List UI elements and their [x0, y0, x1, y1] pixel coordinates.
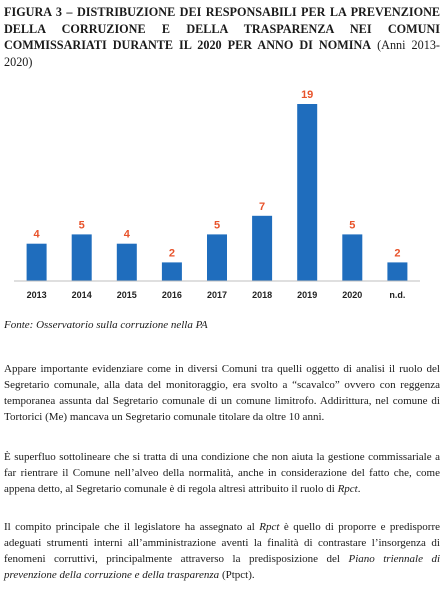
value-label-n.d.: 2	[394, 247, 401, 260]
x-tick-label-n.d.: n.d.	[389, 290, 406, 300]
bars-group	[27, 104, 408, 281]
paragraph-2-text: È superfluo sottolineare che si tratta di una condizione che non aiuta la gestione commissariale a far rientrare il Comune nell’alveo della normalità, anche in considerazione del fatto che, come appena detto, al Segretario comunale è di regola altresì attribuito il ruolo di	[4, 451, 440, 495]
value-label-2020: 5	[349, 219, 356, 232]
bar-2016	[162, 262, 182, 281]
x-tick-label-2015: 2015	[116, 290, 137, 300]
value-labels-group	[34, 89, 401, 259]
bar-2018	[252, 216, 272, 281]
bar-2015	[117, 244, 137, 281]
x-tick-label-2020: 2020	[342, 290, 363, 300]
paragraph-3-text-a: Il compito principale che il legislatore ha assegnato al	[4, 521, 260, 533]
rpct-term: Rpct	[259, 521, 280, 533]
paragraph-3	[4, 520, 440, 584]
value-label-2017: 5	[213, 219, 221, 232]
bar-2020	[342, 234, 362, 281]
x-tick-label-2014: 2014	[71, 290, 92, 300]
value-label-2013: 4	[33, 228, 40, 241]
x-tick-label-2016: 2016	[161, 290, 182, 300]
plan-title: Piano triennale di prevenzione della corruzione e della trasparenza	[4, 552, 441, 581]
figure-title-years: (Anni 2013-2020)	[4, 38, 440, 69]
bar-2019	[297, 104, 317, 281]
figure-title-main: FIGURA 3 – DISTRIBUZIONE DEI RESPONSABILI PER LA PREVENZIONE DELLA CORRUZIONE E DELLA TRASPARENZA NEI COMUNI COMMISSARIATI DURANTE IL 2020 PER ANNO DI NOMINA	[4, 5, 440, 53]
x-tick-label-2013: 2013	[26, 290, 47, 300]
value-label-2016: 2	[168, 247, 175, 260]
value-label-2019: 19	[301, 89, 314, 101]
x-tick-labels-group	[27, 290, 406, 300]
paragraph-2	[4, 450, 440, 498]
value-label-2015: 4	[123, 228, 130, 241]
figure-title	[4, 4, 440, 70]
bar-2013	[27, 244, 47, 281]
rpct-term: Rpct	[337, 482, 358, 495]
figure-source: Fonte: Osservatorio sulla corruzione nella PA	[4, 319, 208, 331]
paragraph-1: Appare importante evidenziare come in diversi Comuni tra quelli oggetto di analisi il ruolo del Segretario comunale, alla data del monitoraggio, era svolto a “scavalco” ovvero con reggenza temporanea assunta dal Segretario comunale di un comune limitrofo. Addirittura, nel comune di Tortorici (Me) mancava un Segretario comunale titolare da oltre 10 anni.	[4, 363, 440, 423]
x-tick-label-2019: 2019	[297, 290, 318, 300]
value-label-2018: 7	[259, 200, 266, 213]
bar-chart	[6, 84, 426, 306]
bar-2017	[207, 234, 227, 281]
bar-n.d.	[387, 262, 407, 281]
x-tick-label-2017: 2017	[206, 290, 228, 300]
value-label-2014: 5	[78, 219, 85, 232]
paragraph-3-text-b: è quello di proporre e predisporre adeguati strumenti interni all’amministrazione aventi la finalità di contrastare l’insorgenza di fenomeni corruttivi, principalmente attraverso la predisposizione del	[4, 521, 441, 565]
bar-2014	[72, 234, 92, 281]
x-tick-label-2018: 2018	[252, 290, 273, 300]
paragraph-2-end: .	[357, 482, 361, 495]
paragraph-3-text-c: (Ptpct).	[219, 568, 255, 581]
